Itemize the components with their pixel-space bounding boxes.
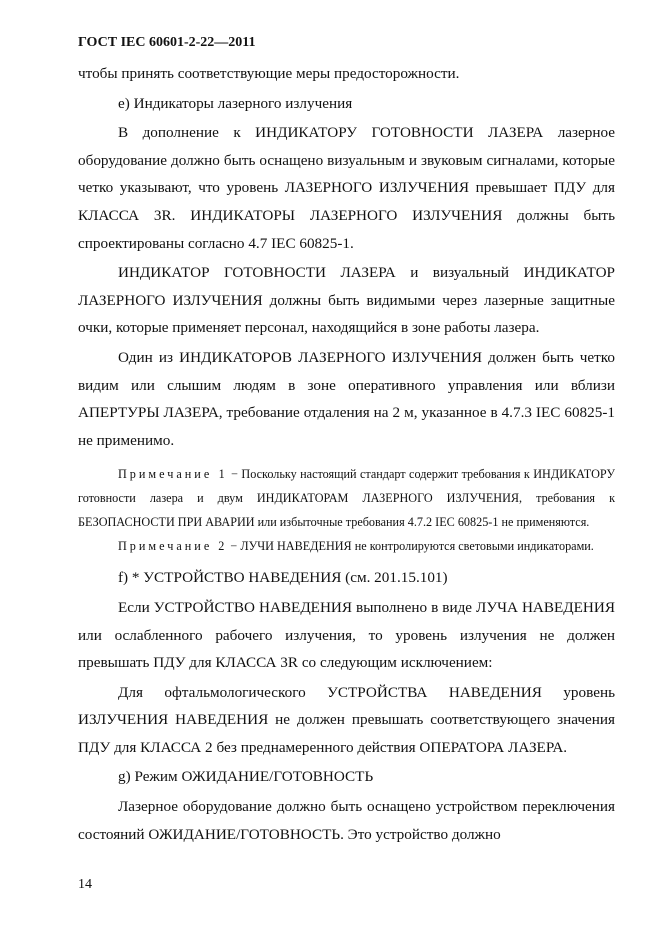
paragraph-standby-ready: Лазерное оборудование должно быть оснащено устройством переключения состояний ОЖИДАНИЕ/ГОТОВНОСТЬ. Это устройство должно xyxy=(78,798,615,843)
paragraph-indicator-visibility: Один из ИНДИКАТОРОВ ЛАЗЕРНОГО ИЗЛУЧЕНИЯ должен быть четко видим или слышим людям в зоне оперативного управления или вблизи АПЕРТУРЫ ЛАЗЕРА, требование отдаления на 2 м, указанное в 4.7.3 IEC 60825-1 не применимо. xyxy=(78,348,615,449)
note-1 xyxy=(78,462,615,534)
section-heading-e: e) Индикаторы лазерного излучения xyxy=(118,94,353,112)
document-header: ГОСТ IEC 60601-2-22—2011 xyxy=(78,35,256,50)
note-2-text: − ЛУЧИ НАВЕДЕНИЯ не контролируются световыми индикаторами. xyxy=(227,539,594,554)
note-2 xyxy=(78,534,615,558)
paragraph-continuation: чтобы принять соответствующие меры предосторожности. xyxy=(78,65,460,82)
note-1-label: Примечание 1 xyxy=(118,467,228,482)
section-heading-f: f) * УСТРОЙСТВО НАВЕДЕНИЯ (см. 201.15.101) xyxy=(118,569,448,587)
section-heading-g: g) Режим ОЖИДАНИЕ/ГОТОВНОСТЬ xyxy=(118,768,374,786)
paragraph-aiming-device: Если УСТРОЙСТВО НАВЕДЕНИЯ выполнено в виде ЛУЧА НАВЕДЕНИЯ или ослабленного рабочего излучения, то уровень излучения не должен превышать ПДУ для КЛАССА 3R со следующим исключением: xyxy=(78,598,615,672)
paragraph-laser-indicators: В дополнение к ИНДИКАТОРУ ГОТОВНОСТИ ЛАЗЕРА лазерное оборудование должно быть оснащено визуальным и звуковым сигналами, которые четко указывают, что уровень ЛАЗЕРНОГО ИЗЛУЧЕНИЯ превышает ПДУ для КЛАССА 3R. ИНДИКАТОРЫ ЛАЗЕРНОГО ИЗЛУЧЕНИЯ должны быть спроектированы согласно 4.7 IEC 60825-1. xyxy=(78,124,615,252)
paragraph-readiness-indicator: ИНДИКАТОР ГОТОВНОСТИ ЛАЗЕРА и визуальный ИНДИКАТОР ЛАЗЕРНОГО ИЗЛУЧЕНИЯ должны быть видимыми через лазерные защитные очки, которые применяет персонал, находящийся в зоне работы лазера. xyxy=(78,264,615,337)
note-2-label: Примечание 2 xyxy=(118,539,228,554)
document-page xyxy=(78,34,615,848)
paragraph-ophthalmic-aiming: Для офтальмологического УСТРОЙСТВА НАВЕДЕНИЯ уровень ИЗЛУЧЕНИЯ НАВЕДЕНИЯ не должен превышать соответствующего значения ПДУ для КЛАССА 2 без преднамеренного действия ОПЕРАТОРА ЛАЗЕРА. xyxy=(78,683,615,756)
note-1-text: − Поскольку настоящий стандарт содержит требования к ИНДИКАТОРУ готовности лазера и двум ИНДИКАТОРАМ ЛАЗЕРНОГО ИЗЛУЧЕНИЯ, требования к БЕЗОПАСНОСТИ ПРИ АВАРИИ или избыточные требования 4.7.2 IEC 60825-1 не применяются. xyxy=(78,467,615,530)
page-number: 14 xyxy=(78,877,92,892)
